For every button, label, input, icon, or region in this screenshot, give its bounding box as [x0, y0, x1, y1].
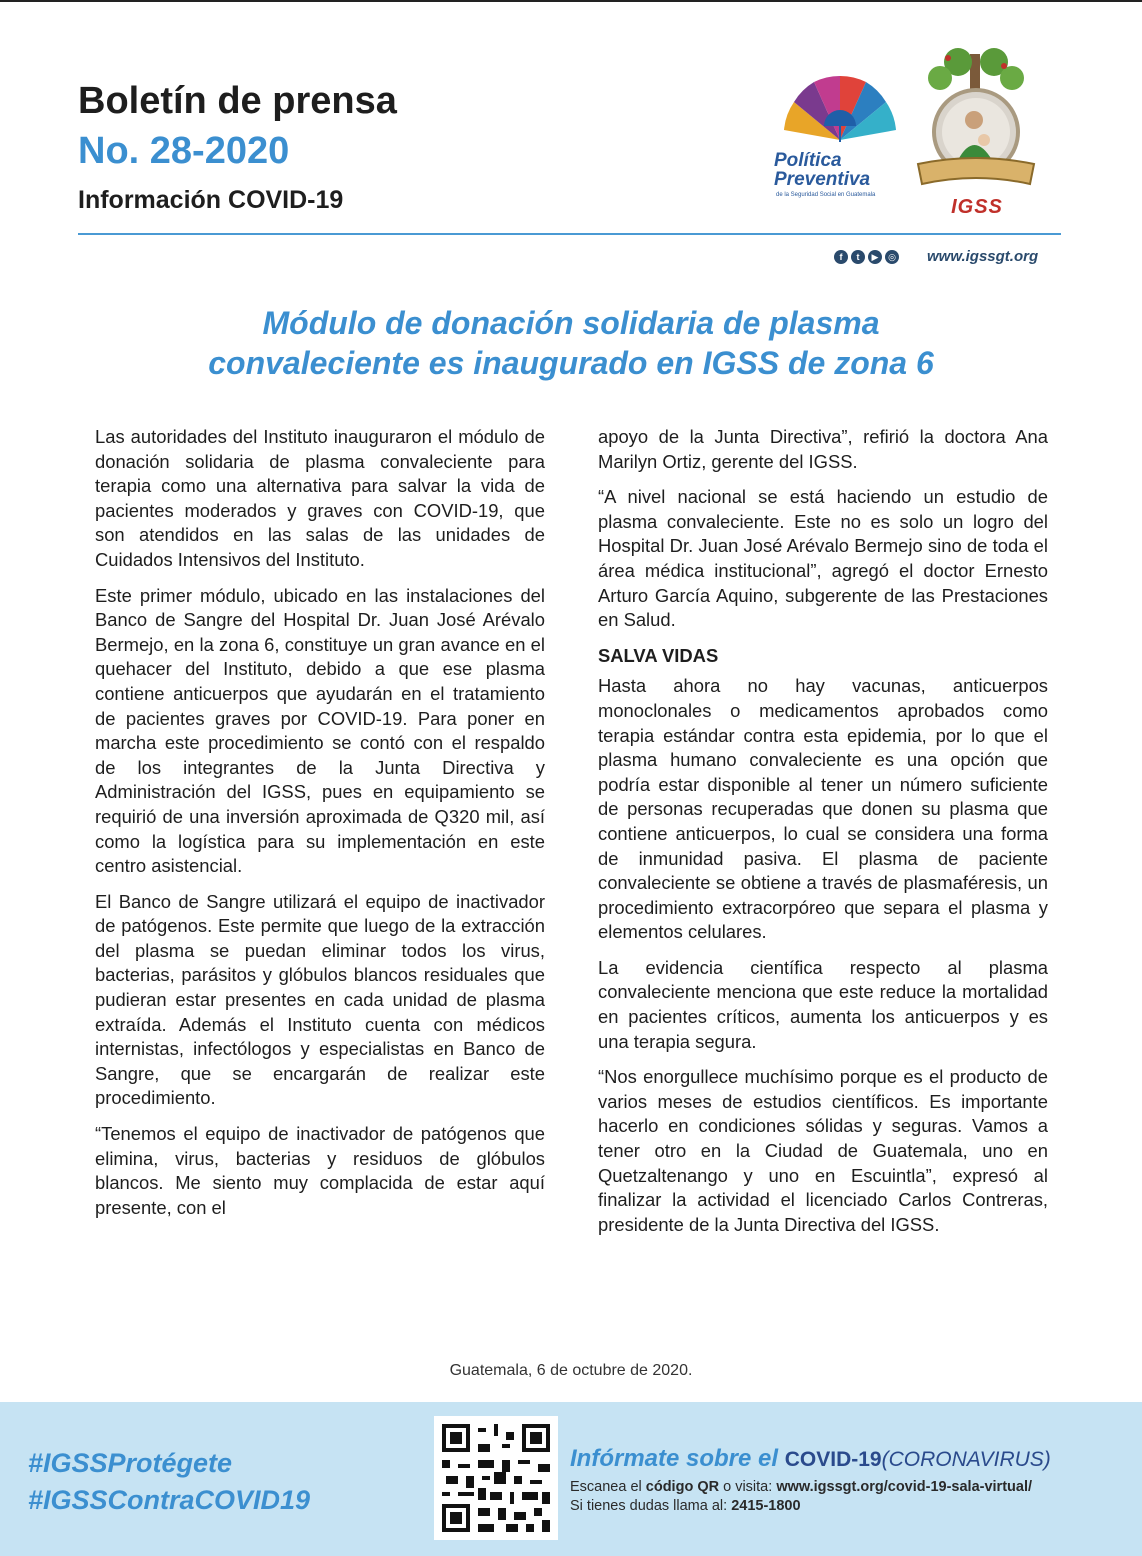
top-border — [0, 0, 1142, 2]
scan-text-c: o visita: — [719, 1479, 777, 1495]
umbrella-fan-icon — [780, 68, 900, 148]
qr-code[interactable] — [434, 1416, 558, 1540]
bulletin-title: Boletín de prensa — [78, 80, 397, 122]
hashtag-contra-covid: #IGSSContraCOVID19 — [28, 1485, 311, 1515]
info-heading-c: (CORONAVIRUS) — [881, 1448, 1051, 1471]
bulletin-subtitle: Información COVID-19 — [78, 186, 344, 214]
body-column-right — [598, 425, 1048, 1248]
hashtag-protegete: #IGSSProtégete — [28, 1448, 233, 1478]
virtual-room-link[interactable]: www.igssgt.org/covid-19-sala-virtual/ — [776, 1479, 1033, 1495]
paragraph: apoyo de la Junta Directiva”, refirió la doctora Ana Marilyn Ortiz, gerente del IGSS. — [598, 426, 1048, 472]
paragraph: El Banco de Sangre utilizará el equipo de inactivador de patógenos. Este permite que luego de la extracción del plasma se puedan eliminar todos los virus, bacterias, parásitos y glóbulos blancos residuales que pudieran estar presentes en cada unidad de plasma extraída. Además el Instituto cuenta con médicos internistas, infectólogos y especialistas en Banco de Sangre, que se encargarán de realizar este procedimiento. — [95, 890, 545, 1109]
qr-code-icon — [442, 1424, 550, 1532]
info-heading-a: Infórmate sobre el — [570, 1445, 785, 1472]
bulletin-number: No. 28-2020 — [78, 130, 290, 172]
instagram-icon[interactable]: ◎ — [885, 250, 899, 264]
paragraph: Este primer módulo, ubicado en las instalaciones del Banco de Sangre del Hospital Dr. Juan José Arévalo Bermejo, en la zona 6, constituye un gran avance en el quehacer del Instituto, debido a que ese plasma contiene anticuerpos que ayudarán en el tratamiento de pacientes graves por COVID-19. Para poner en marcha este procedimiento se contó con el respaldo de los integrantes de la Junta Directiva y Administración del IGSS, pues en equipamiento se requirió de una inversión aproximada de Q320 mil, así como la logística para su implementación en este centro asistencial. — [95, 584, 545, 877]
section-subhead: SALVA VIDAS — [598, 644, 719, 666]
website-link[interactable]: www.igssgt.org — [927, 248, 1039, 265]
paragraph: “Nos enorgullece muchísimo porque es el producto de varios meses de estudios científicos. Es importante hacerlo en condiciones sólidas y seguras. Vamos a tener otro en la Ciudad de Guatemala, uno en Quetzaltenango y uno en Escuintla”, expresó al finalizar la actividad el licenciado Carlos Contreras, presidente de la Junta Directiva del IGSS. — [598, 1066, 1048, 1235]
politica-word: Política — [774, 150, 842, 171]
headline — [100, 303, 1042, 383]
header-divider — [78, 233, 1061, 235]
facebook-icon[interactable]: f — [834, 250, 848, 264]
paragraph: Hasta ahora no hay vacunas, anticuerpos monoclonales o medicamentos aprobados como terapia estándar contra esta epidemia, por lo que el plasma humano convaleciente es una opción que podría estar disponible al tener un número suficiente de personas recuperadas que donen su plasma que contiene anticuerpos, lo cual se considera una forma de inmunidad pasiva. El plasma de paciente convaleciente se obtiene a través de plasmaféresis, un procedimiento extracorpóreo que separa el plasma y elementos celulares. — [598, 675, 1048, 943]
igss-tree-emblem-icon — [908, 48, 1044, 198]
info-heading-b: COVID-19 — [784, 1448, 882, 1471]
call-text: Si tienes dudas llama al: — [570, 1498, 732, 1514]
politica-preventiva-logo — [770, 68, 910, 208]
scan-text-a: Escanea el — [570, 1479, 646, 1495]
info-heading — [570, 1445, 1051, 1473]
scan-instructions — [570, 1479, 1032, 1495]
paragraph: Las autoridades del Instituto inauguraron el módulo de donación solidaria de plasma convaleciente para terapia como una alternativa para salvar la vida de pacientes moderados y graves con COVID-19, que son atendidos en las salas de las unidades de Cuidados Intensivos del Instituto. — [95, 426, 545, 570]
twitter-icon[interactable]: t — [851, 250, 865, 264]
phone-number[interactable]: 2415-1800 — [731, 1498, 801, 1514]
igss-word: IGSS — [951, 196, 1003, 218]
headline-line-2: convaleciente es inaugurado en IGSS de zona 6 — [208, 345, 934, 381]
preventiva-word: Preventiva — [774, 169, 871, 190]
footer-banner — [0, 1402, 1142, 1556]
paragraph: “A nivel nacional se está haciendo un estudio de plasma convaleciente. Este no es solo un logro del Hospital Dr. Juan José Arévalo Bermejo sino de toda el área médica institucional”, agregó el doctor Ernesto Arturo García Aquino, subgerente de las Prestaciones en Salud. — [598, 486, 1048, 631]
headline-line-1: Módulo de donación solidaria de plasma — [262, 305, 880, 341]
igss-logo — [908, 48, 1044, 218]
phone-line — [570, 1498, 801, 1514]
youtube-icon[interactable]: ▶ — [868, 250, 882, 264]
social-icons — [834, 250, 899, 264]
paragraph: La evidencia científica respecto al plasma convaleciente menciona que este reduce la mortalidad en pacientes críticos, aumenta los anticuerpos y es una terapia segura. — [598, 956, 1048, 1052]
paragraph: “Tenemos el equipo de inactivador de patógenos que elimina, virus, bacterias y residuos de glóbulos blancos. Me siento muy complacida de estar aquí presente, con el — [95, 1123, 545, 1218]
body-column-left — [95, 425, 545, 1231]
scan-text-b: código QR — [645, 1479, 720, 1495]
politica-tagline: de la Seguridad Social en Guatemala — [776, 192, 876, 198]
dateline: Guatemala, 6 de octubre de 2020. — [449, 1362, 693, 1379]
